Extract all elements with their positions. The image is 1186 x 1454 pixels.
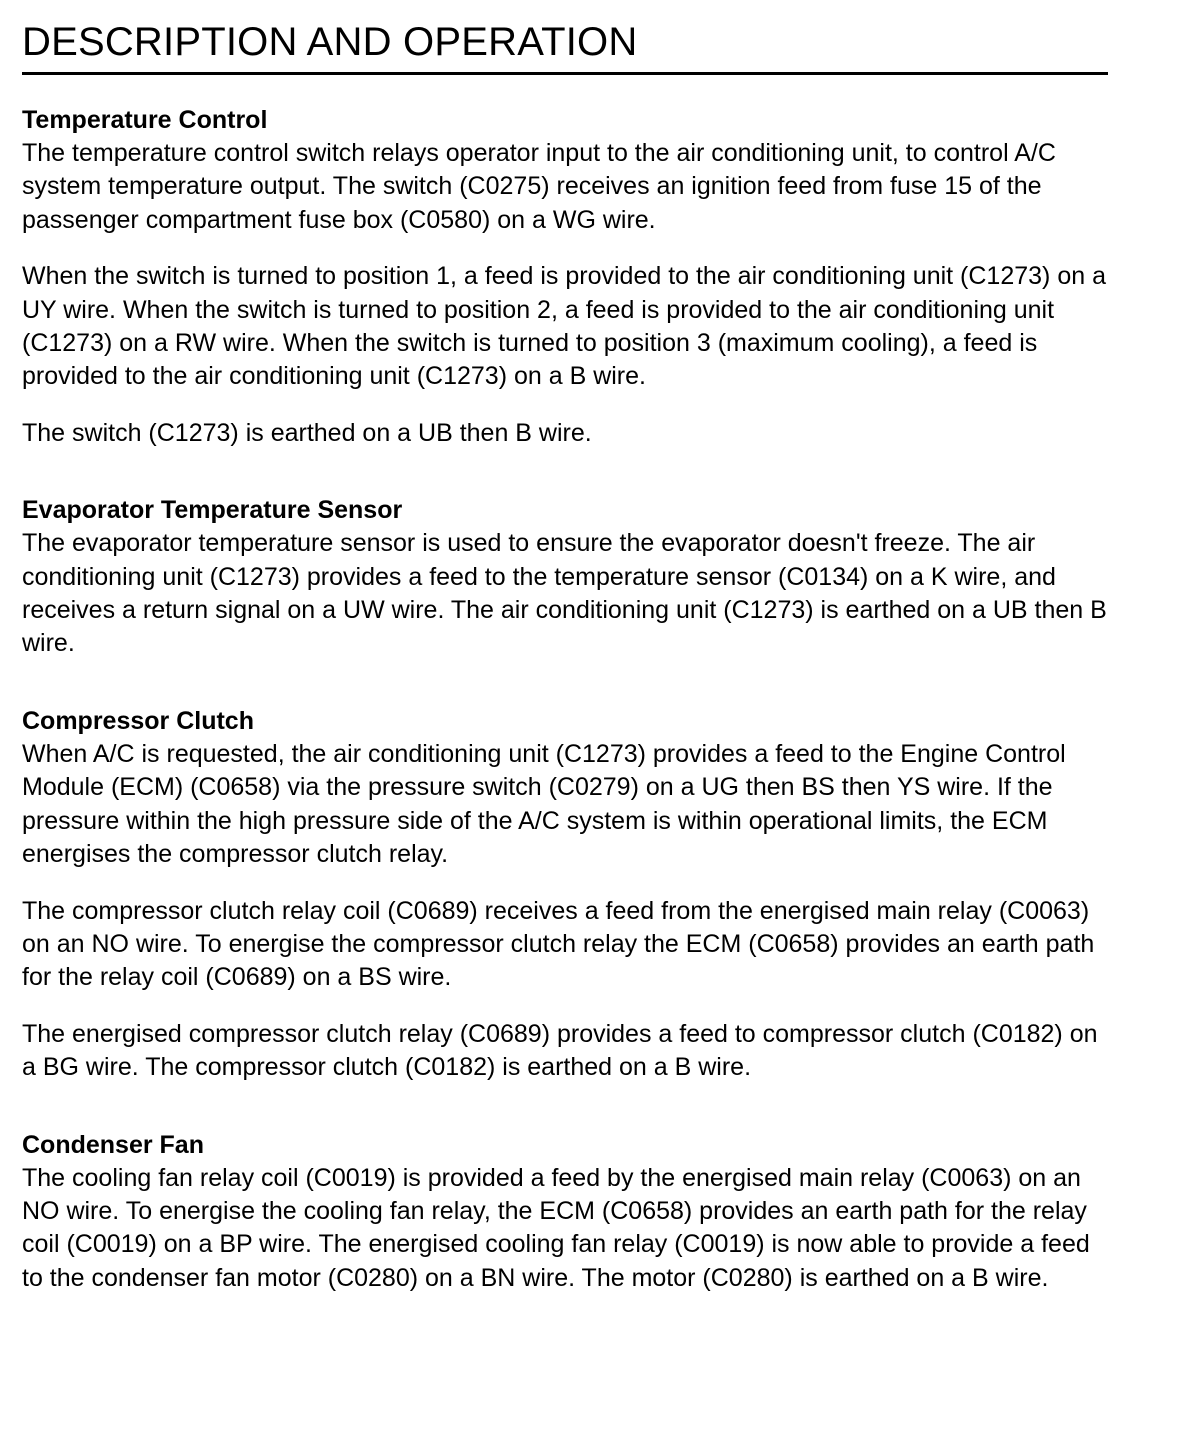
page-title: DESCRIPTION AND OPERATION [22, 20, 638, 64]
paragraph: When A/C is requested, the air conditioning unit (C1273) provides a feed to the Engine Control Module (ECM) (C0658) via the pressure switch (C0279) on a UG then BS then YS wire. If the pressure within the high pressure side of the A/C system is within operational limits, the ECM energises the compressor clutch relay. [22, 739, 1066, 869]
section-heading: Temperature Control [22, 106, 268, 134]
section-condenser-fan [22, 1129, 1108, 1296]
paragraph: The compressor clutch relay coil (C0689) receives a feed from the energised main relay (C0063) on an NO wire. To energise the compressor clutch relay the ECM (C0658) provides an earth path for the relay coil (C0689) on a BS wire. [22, 896, 1095, 992]
section-evaporator-temperature-sensor [22, 494, 1108, 661]
paragraph: The evaporator temperature sensor is used to ensure the evaporator doesn't freeze. The air conditioning unit (C1273) provides a feed to the temperature sensor (C0134) on a K wire, and receives a return signal on a UW wire. The air conditioning unit (C1273) is earthed on a UB then B wire. [22, 529, 1107, 658]
title-divider [22, 72, 1108, 75]
section-heading: Compressor Clutch [22, 706, 254, 735]
paragraph: When the switch is turned to position 1, a feed is provided to the air conditioning unit (C1273) on a UY wire. When the switch is turned to position 2, a feed is provided to the air conditioning unit (C1273) on a RW wire. When the switch is turned to position 3 (maximum cooling), a feed is provided to the air conditioning unit (C1273) on a B wire. [22, 262, 1106, 391]
section-heading: Condenser Fan [22, 1130, 204, 1159]
paragraph: The temperature control switch relays operator input to the air conditioning unit, to control A/C system temperature output. The switch (C0275) receives an ignition feed from fuse 15 of the passenger compartment fuse box (C0580) on a WG wire. [22, 139, 1056, 234]
section-temperature-control [22, 104, 1108, 450]
paragraph: The energised compressor clutch relay (C0689) provides a feed to compressor clutch (C0182) on a BG wire. The compressor clutch (C0182) is earthed on a B wire. [22, 1019, 1098, 1082]
section-compressor-clutch [22, 705, 1108, 1085]
document-page [22, 0, 1108, 1295]
section-heading: Evaporator Temperature Sensor [22, 496, 403, 525]
paragraph: The switch (C1273) is earthed on a UB then B wire. [22, 418, 592, 447]
paragraph: The cooling fan relay coil (C0019) is provided a feed by the energised main relay (C0063) on an NO wire. To energise the cooling fan relay, the ECM (C0658) provides an earth path for the relay coil (C0019) on a BP wire. The energised cooling fan relay (C0019) is now able to provide a feed to the condenser fan motor (C0280) on a BN wire. The motor (C0280) is earthed on a B wire. [22, 1163, 1090, 1292]
